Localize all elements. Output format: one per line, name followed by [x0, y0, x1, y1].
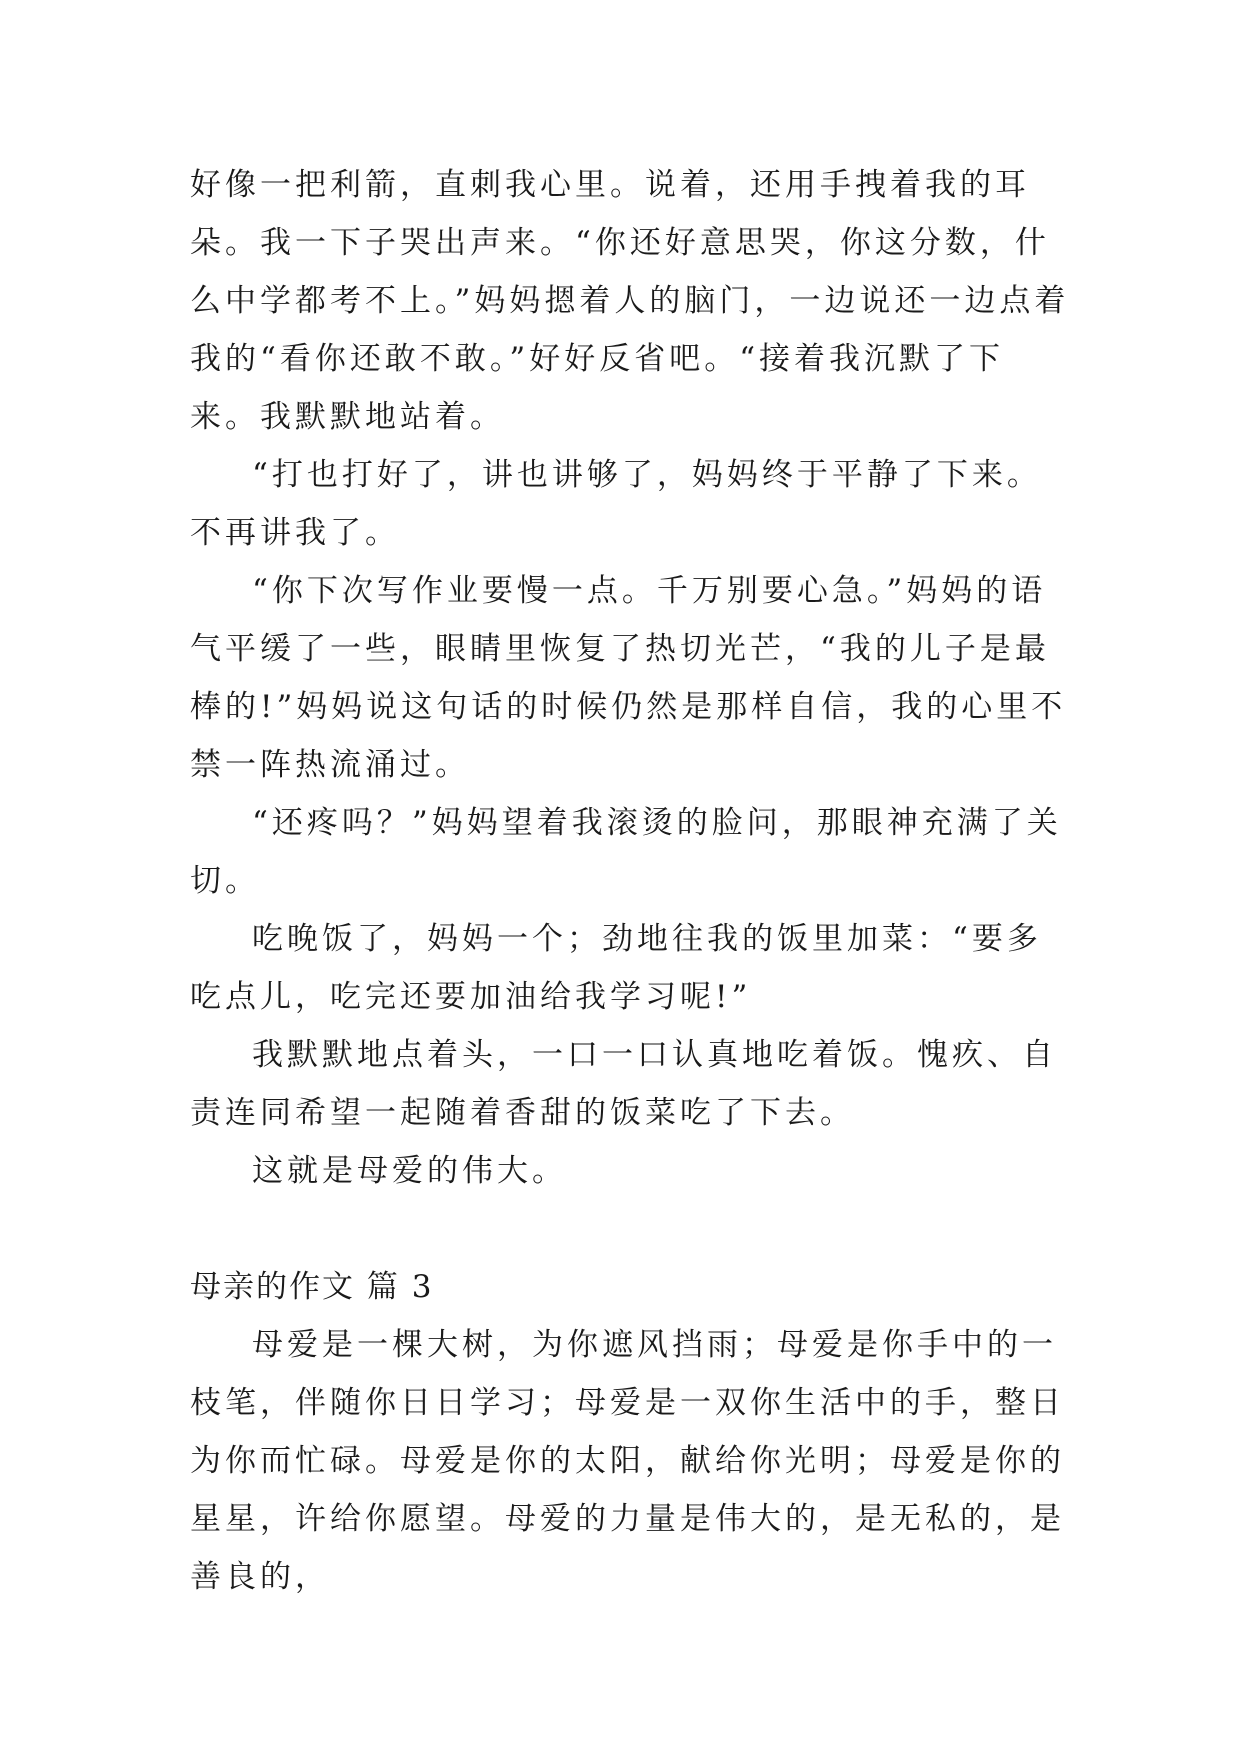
- paragraph-calm-down: “打也打好了，讲也讲够了，妈妈终于平静了下来。不再讲我了。: [190, 457, 1042, 551]
- section-spacer: [190, 1200, 1070, 1258]
- paragraph-mother-love: 母爱是一棵大树，为你遮风挡雨；母爱是你手中的一枝笔，伴随你日日学习；母爱是一双你生活中的手，整日为你而忙碌。母爱是你的太阳，献给你光明；母爱是你的星星，许给你愿望。母爱的力量是伟大的，是无私的，是善良的，: [190, 1327, 1065, 1595]
- paragraph-dinner: 吃晚饭了，妈妈一个；劲地往我的饭里加菜：“要多吃点儿，吃完还要加油给我学习呢!”: [190, 921, 1042, 1015]
- paragraph-does-it-hurt: “还疼吗？”妈妈望着我滚烫的脸问，那眼神充满了关切。: [190, 805, 1062, 899]
- paragraph-eating: 我默默地点着头，一口一口认真地吃着饭。愧疚、自责连同希望一起随着香甜的饭菜吃了下去。: [190, 1037, 1057, 1131]
- document-page: [190, 156, 1070, 1606]
- paragraph-continuation: 好像一把利箭，直刺我心里。说着，还用手拽着我的耳朵。我一下子哭出声来。“你还好意思哭，你这分数，什么中学都考不上。”妈妈摁着人的脑门，一边说还一边点着我的“看你还敢不敢。”好好反省吧。“接着我沉默了下来。我默默地站着。: [190, 167, 1070, 435]
- section-heading: 母亲的作文 篇 3: [190, 1269, 434, 1305]
- paragraph-conclusion: 这就是母爱的伟大。: [252, 1153, 567, 1189]
- paragraph-mother-advice: “你下次写作业要慢一点。千万别要心急。”妈妈的语气平缓了一些，眼睛里恢复了热切光芒，“我的儿子是最棒的!”妈妈说这句话的时候仍然是那样自信，我的心里不禁一阵热流涌过。: [190, 573, 1067, 783]
